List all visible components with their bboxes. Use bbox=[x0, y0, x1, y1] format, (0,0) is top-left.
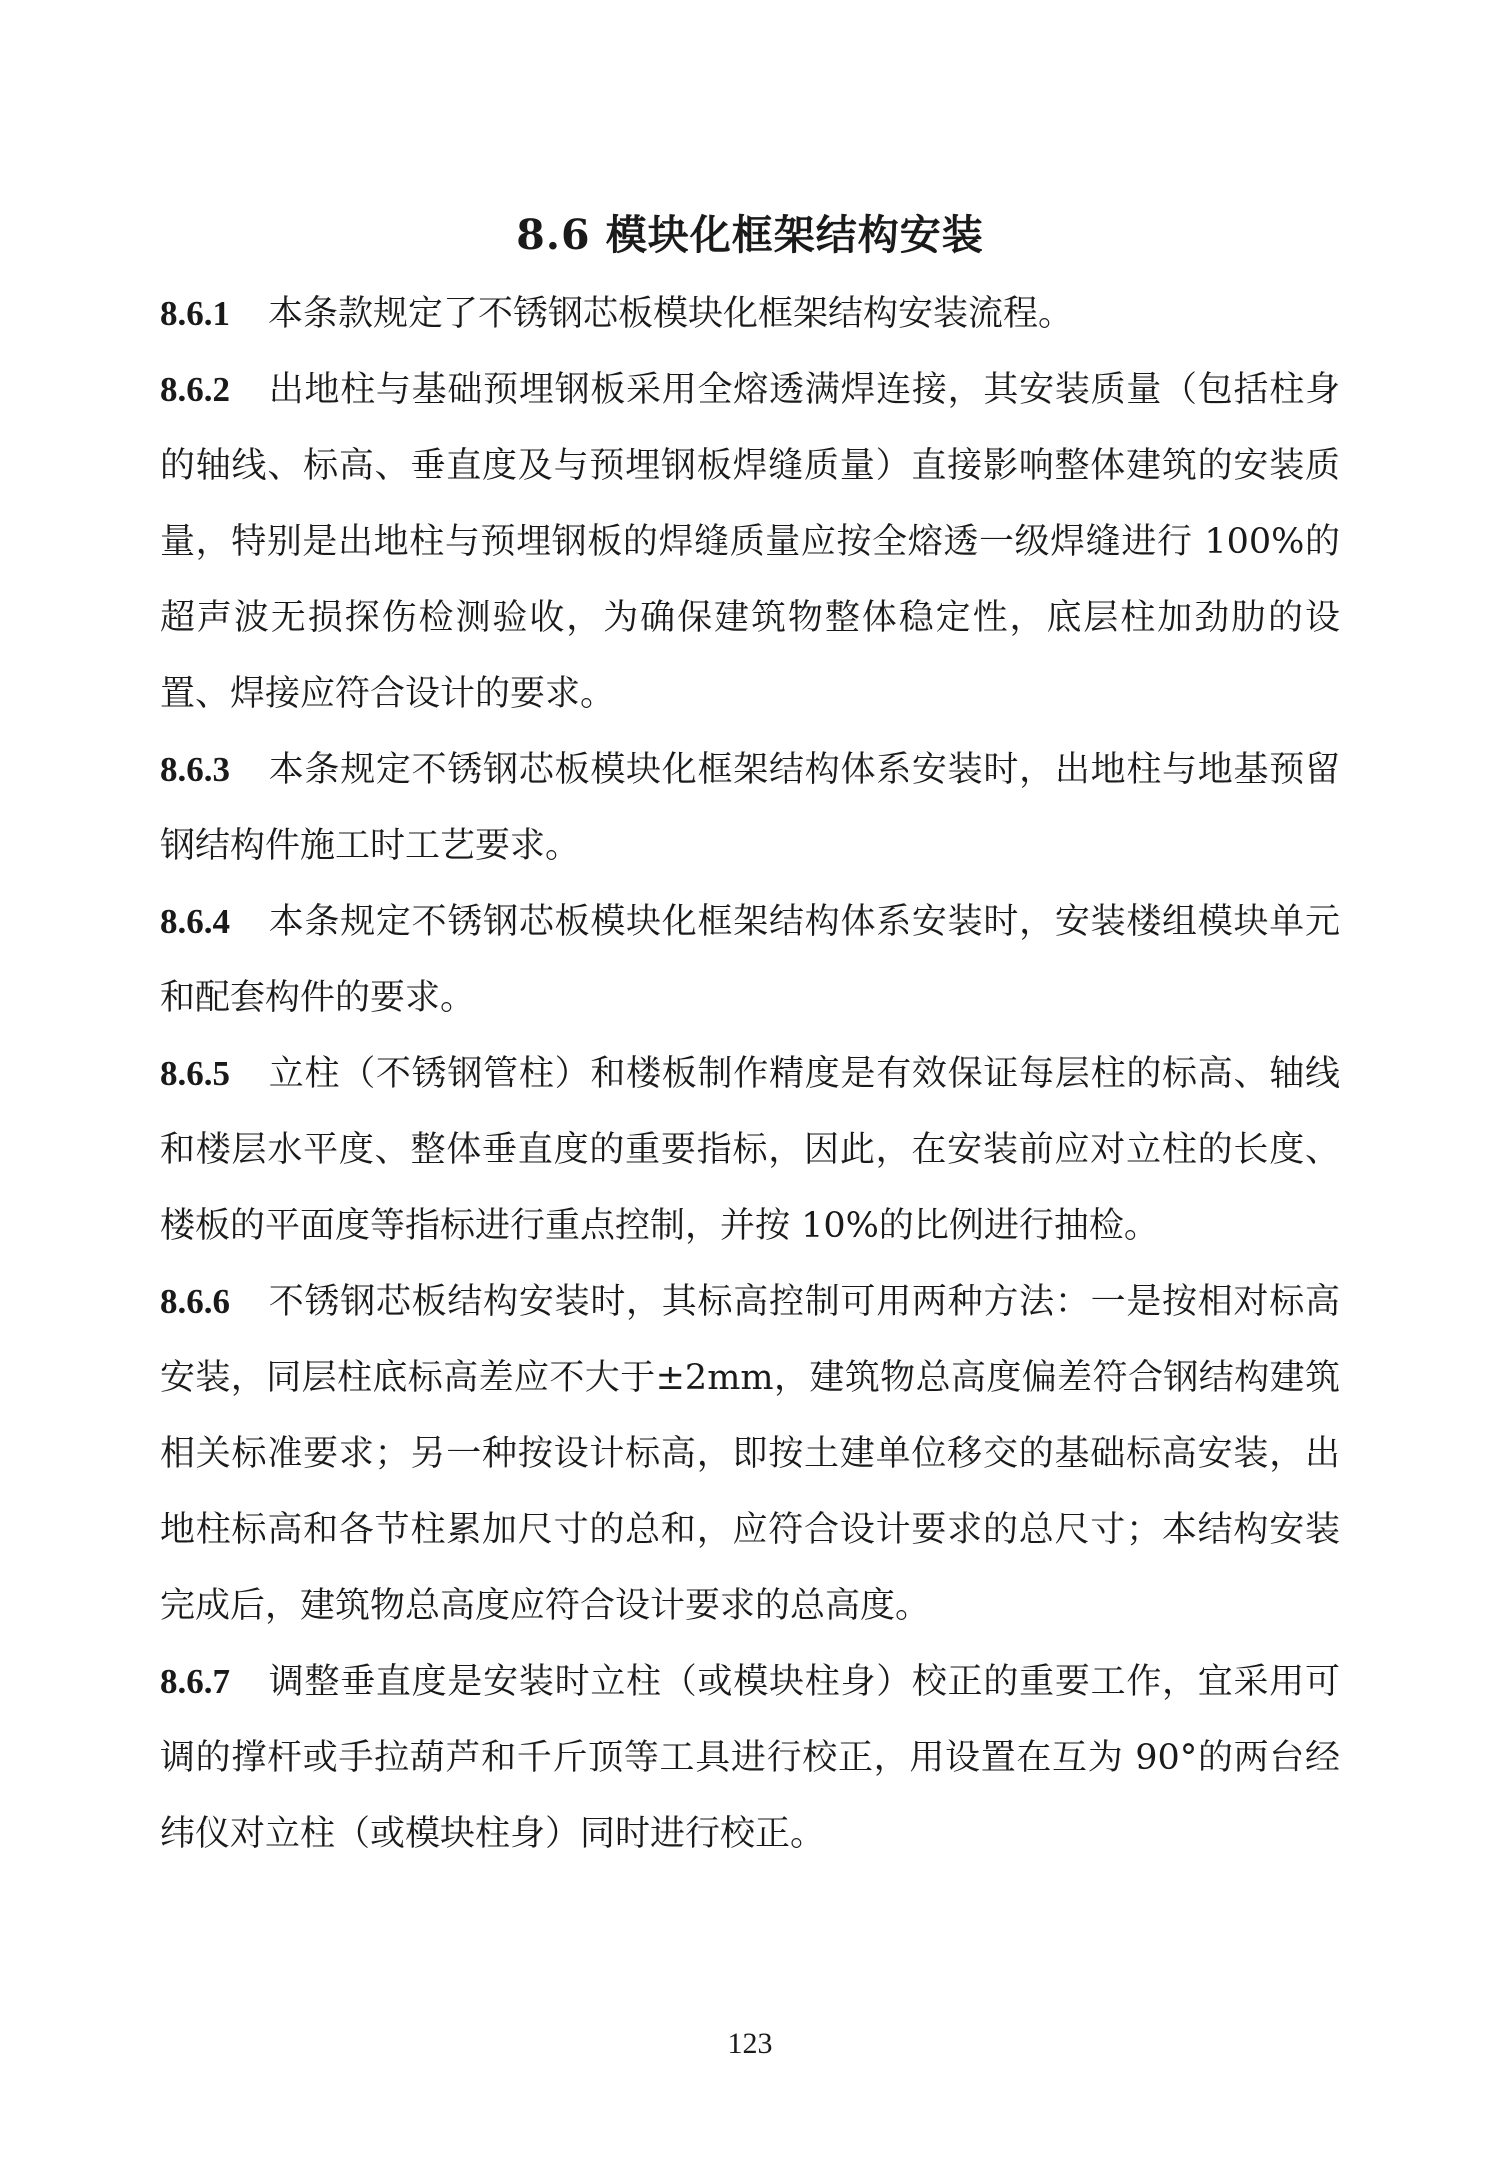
clause-number: 8.6.6 bbox=[160, 1282, 230, 1321]
clause-paragraph bbox=[160, 732, 1340, 884]
clause-text: 本条规定不锈钢芯板模块化框架结构体系安装时，安装楼组模块单元和配套构件的要求。 bbox=[160, 902, 1340, 1018]
clause-text: 本条款规定了不锈钢芯板模块化框架结构安装流程。 bbox=[268, 294, 1074, 334]
page-number: 123 bbox=[727, 2027, 773, 2060]
clause-number: 8.6.2 bbox=[160, 370, 230, 409]
clause-number: 8.6.5 bbox=[160, 1054, 230, 1093]
clause-paragraph bbox=[160, 1264, 1340, 1644]
clause-paragraph bbox=[160, 276, 1340, 352]
clause-text: 不锈钢芯板结构安装时，其标高控制可用两种方法：一是按相对标高安装，同层柱底标高差应不大于±2mm，建筑物总高度偏差符合钢结构建筑相关标准要求；另一种按设计标高，即按土建单位移交的基础标高安装，出地柱标高和各节柱累加尺寸的总和，应符合设计要求的总尺寸；本结构安装完成后，建筑物总高度应符合设计要求的总高度。 bbox=[160, 1282, 1340, 1626]
clause-paragraph bbox=[160, 352, 1340, 732]
clause-number: 8.6.4 bbox=[160, 902, 230, 941]
clause-paragraph bbox=[160, 884, 1340, 1036]
clause-text: 立柱（不锈钢管柱）和楼板制作精度是有效保证每层柱的标高、轴线和楼层水平度、整体垂直度的重要指标，因此，在安装前应对立柱的长度、楼板的平面度等指标进行重点控制，并按 10%的比例进行抽检。 bbox=[160, 1054, 1340, 1246]
clause-text: 出地柱与基础预埋钢板采用全熔透满焊连接，其安装质量（包括柱身的轴线、标高、垂直度及与预埋钢板焊缝质量）直接影响整体建筑的安装质量，特别是出地柱与预埋钢板的焊缝质量应按全熔透一级焊缝进行 100%的超声波无损探伤检测验收，为确保建筑物整体稳定性，底层柱加劲肋的设置、焊接应符合设计的要求。 bbox=[160, 370, 1340, 714]
section-body bbox=[160, 276, 1340, 1872]
document-page bbox=[160, 0, 1340, 2175]
clause-number: 8.6.7 bbox=[160, 1662, 230, 1701]
clause-text: 调整垂直度是安装时立柱（或模块柱身）校正的重要工作，宜采用可调的撑杆或手拉葫芦和千斤顶等工具进行校正，用设置在互为 90°的两台经纬仪对立柱（或模块柱身）同时进行校正。 bbox=[160, 1662, 1340, 1854]
clause-number: 8.6.3 bbox=[160, 750, 230, 789]
clause-number: 8.6.1 bbox=[160, 294, 230, 333]
clause-paragraph bbox=[160, 1644, 1340, 1872]
section-title: 8.6 模块化框架结构安装 bbox=[516, 211, 984, 260]
clause-paragraph bbox=[160, 1036, 1340, 1264]
clause-text: 本条规定不锈钢芯板模块化框架结构体系安装时，出地柱与地基预留钢结构件施工时工艺要求。 bbox=[160, 750, 1340, 866]
